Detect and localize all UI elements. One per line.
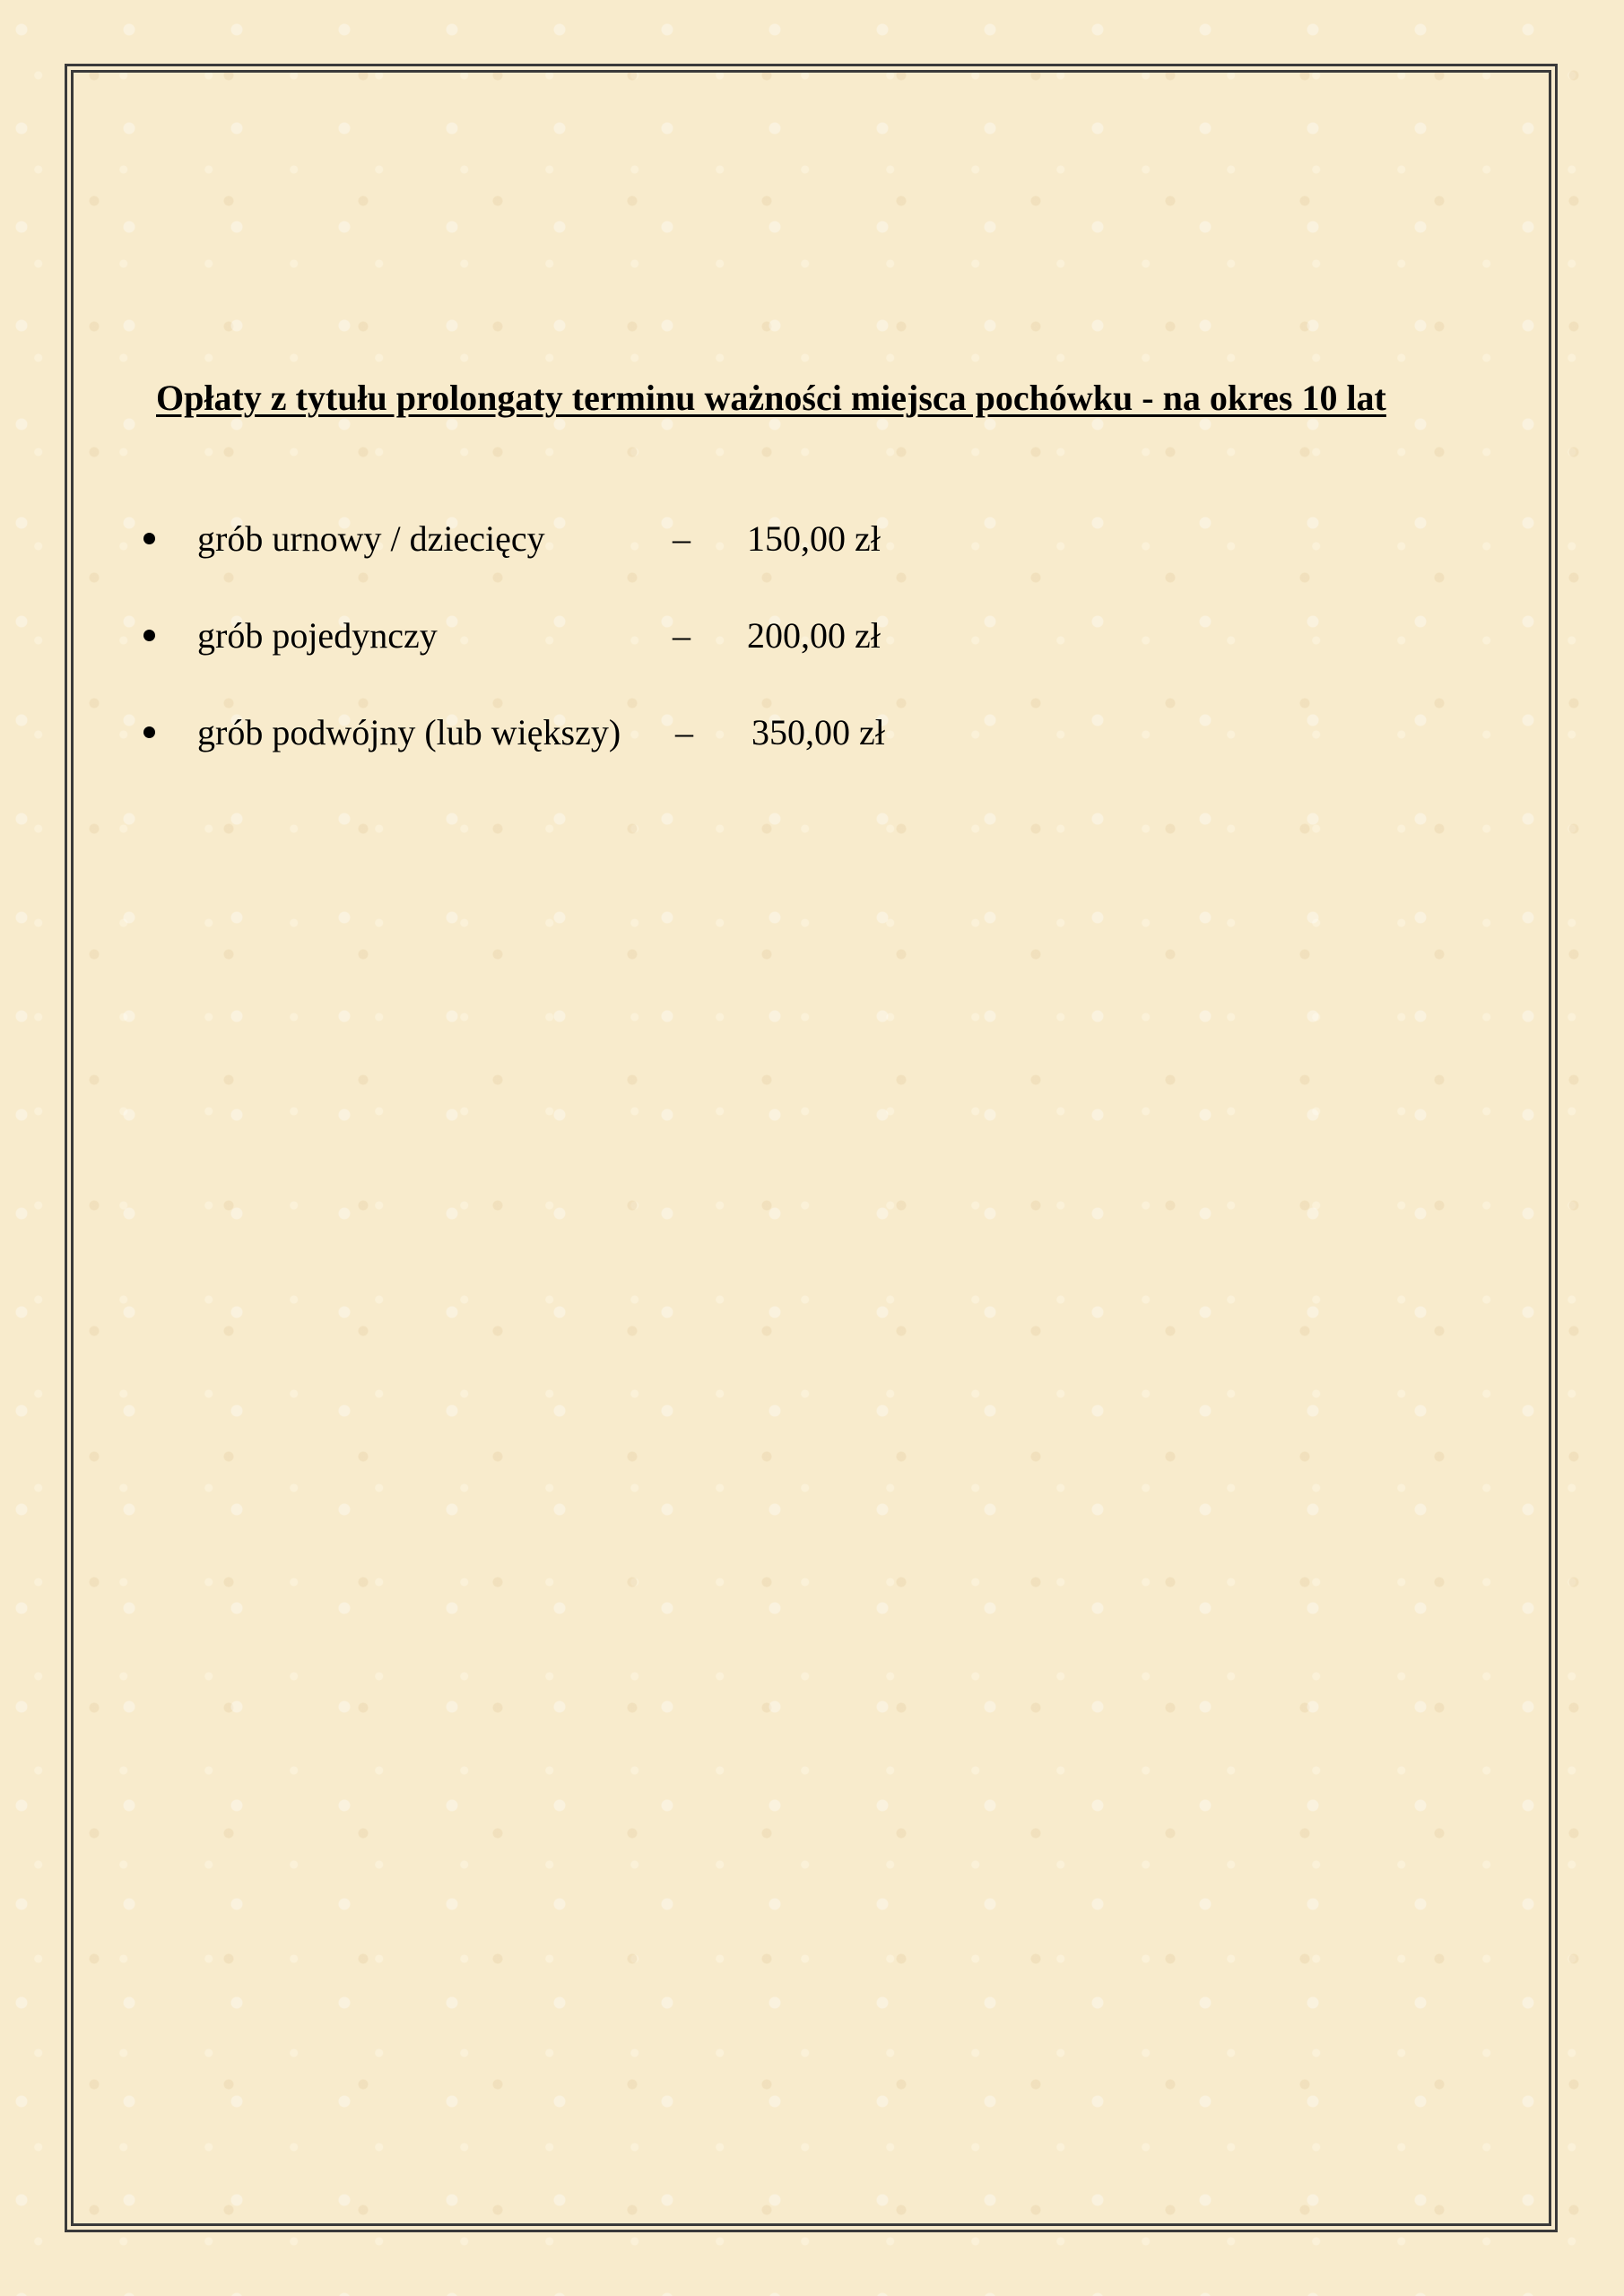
fee-label: grób podwójny (lub większy) [197, 712, 621, 752]
bullet-icon [143, 630, 155, 641]
fee-price: 200,00 zł [747, 615, 881, 656]
fee-separator: – [673, 518, 690, 559]
document-title: Opłaty z tytułu prolongaty terminu ważności miejsca pochówku - na okres 10 lat [156, 378, 1386, 418]
fee-separator: – [675, 712, 693, 752]
fee-price: 350,00 zł [751, 712, 885, 752]
fee-label: grób pojedynczy [197, 615, 438, 656]
fee-separator: – [673, 615, 690, 656]
bullet-icon [143, 726, 155, 738]
fee-label: grób urnowy / dziecięcy [197, 518, 545, 559]
bullet-icon [143, 533, 155, 544]
fee-price: 150,00 zł [747, 518, 881, 559]
